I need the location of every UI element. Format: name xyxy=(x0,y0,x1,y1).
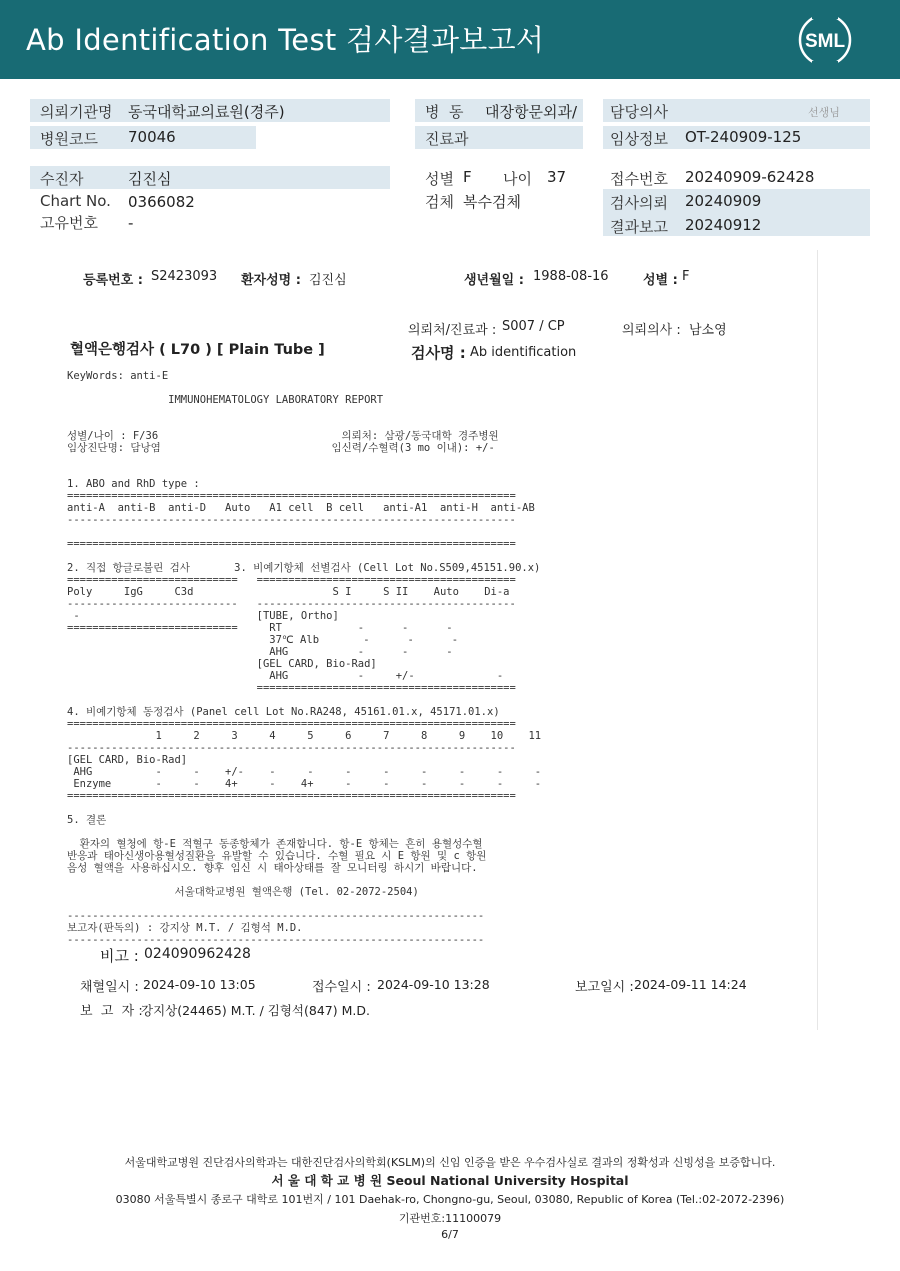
report-doctor-label: 의뢰의사 : xyxy=(622,323,681,338)
age-value: 37 xyxy=(547,168,567,186)
report-line: 2. 직접 항글로불린 검사 3. 비예기항체 선별검사 (Cell Lot No.S509,45151.90.x) xyxy=(67,562,541,574)
institution-no: 기관번호:11100079 xyxy=(398,1212,502,1225)
report-line xyxy=(67,694,541,706)
result-report-label: 결과보고 xyxy=(610,218,668,236)
report-label: 보고일시 : xyxy=(575,980,634,995)
report-line: Poly IgG C3d S I S II Auto Di-a xyxy=(67,586,510,598)
report-line: 임상진단명: 담낭염 임신력/수혈력(3 mo 이내): +/- xyxy=(67,442,495,454)
report-line: 37℃ Alb - - - xyxy=(67,634,459,646)
hospital-code-value: 70046 xyxy=(128,128,176,146)
report-line: AHG - - - xyxy=(67,646,453,658)
page-title: Ab Identification Test 검사결과보고서 xyxy=(26,23,545,57)
address: 03080 서울특별시 종로구 대학로 101번지 / 101 Daehak-ro, Chongno-gu, Seoul, 03080, Republic of Korea (Tel.:02-2072-2396) xyxy=(115,1193,785,1206)
report-doctor-value: 남소영 xyxy=(689,323,727,338)
report-line: 음성 혈액을 사용하십시오. 향후 임신 시 태아상태를 잘 모니터링 하시기 바랍니다. xyxy=(67,862,478,874)
report-line: 환자의 혈청에 항-E 적혈구 동종항체가 존재합니다. 항-E 항체는 흔히 용혈성수혈 xyxy=(67,838,483,850)
report-line: anti-A anti-B anti-D Auto A1 cell B cell anti-A1 anti-H anti-AB xyxy=(67,502,535,514)
test-request-label: 검사의뢰 xyxy=(610,194,668,212)
report-sex-label: 성별 : xyxy=(643,273,678,288)
ward-value: 대장항문외과/ xyxy=(485,103,577,121)
receipt-label: 접수일시 : xyxy=(312,980,371,995)
age-label: 나이 xyxy=(503,170,532,188)
report-line: 반응과 태아신생아용혈성질환을 유발할 수 있습니다. 수혈 필요 시 E 항원 및 c 항원 xyxy=(67,850,487,862)
clinical-value: OT-240909-125 xyxy=(685,128,802,146)
report-line xyxy=(67,826,541,838)
report-line xyxy=(67,466,541,478)
doctor-value: 선생님 xyxy=(808,106,840,119)
receipt-value: 2024-09-10 13:28 xyxy=(377,977,490,992)
report-line xyxy=(67,874,541,886)
dob-label: 생년월일 : xyxy=(464,273,524,288)
lab-report-text xyxy=(67,370,541,946)
report-line: 보고자(판독의) : 강지상 M.T. / 김형석 M.D. xyxy=(67,922,303,934)
unique-label: 고유번호 xyxy=(40,214,98,232)
test-name-value: Ab identification xyxy=(470,345,577,360)
page-number: 6/7 xyxy=(441,1228,459,1241)
reporter-value: 강지상(24465) M.T. / 김형석(847) M.D. xyxy=(141,1003,370,1018)
report-sex-value: F xyxy=(682,269,690,284)
reporter-label: 보 고 자 : xyxy=(80,1004,143,1019)
result-report-value: 20240912 xyxy=(685,216,762,234)
report-line: 1. ABO and RhD type : xyxy=(67,478,200,490)
institution-value: 동국대학교의료원(경주) xyxy=(128,103,285,121)
report-line: ------------------------------------------------------------------ xyxy=(67,934,485,946)
patient-value: 김진심 xyxy=(128,170,172,188)
receipt-no-label: 접수번호 xyxy=(610,170,668,188)
report-line xyxy=(67,550,541,562)
doctor-label: 담당의사 xyxy=(610,103,668,121)
report-line: AHG - +/- - xyxy=(67,670,504,682)
sex-value: F xyxy=(463,168,472,186)
report-line: AHG - - +/- - - - - - - - - xyxy=(67,766,542,778)
remarks-value: 024090962428 xyxy=(144,946,251,962)
reg-value: S2423093 xyxy=(151,269,218,284)
dob-value: 1988-08-16 xyxy=(533,269,609,284)
name-label: 환자성명 : xyxy=(241,273,301,288)
report-line: ======================================================================= xyxy=(67,718,516,730)
report-line xyxy=(67,454,541,466)
chart-label: Chart No. xyxy=(40,192,111,210)
hospital-code-label: 병원코드 xyxy=(40,130,98,148)
report-line xyxy=(67,382,541,394)
chart-value: 0366082 xyxy=(128,193,195,211)
logo-text: SML xyxy=(804,31,846,52)
collect-value: 2024-09-10 13:05 xyxy=(143,977,256,992)
report-line: ------------------------------------------------------------------ xyxy=(67,910,485,922)
patient-row-bg xyxy=(30,166,390,189)
unique-value: - xyxy=(128,214,134,232)
report-line: [GEL CARD, Bio-Rad] xyxy=(67,754,188,766)
report-line xyxy=(67,526,541,538)
report-line xyxy=(67,802,541,814)
header-bar xyxy=(0,0,900,79)
remarks-label: 비고 : xyxy=(100,947,139,965)
report-dept-value: S007 / CP xyxy=(502,319,565,334)
report-line: =========================== ========================================= xyxy=(67,574,516,586)
test-name-label: 검사명 : xyxy=(411,344,466,362)
dept-label: 진료과 xyxy=(425,130,469,148)
report-line: =========================== RT - - - xyxy=(67,622,453,634)
report-line xyxy=(67,418,541,430)
hospital-name: 서 울 대 학 교 병 원 Seoul National University Hospital xyxy=(271,1173,629,1188)
sml-logo xyxy=(798,13,852,67)
report-line: ======================================================================= xyxy=(67,490,516,502)
name-value: 김진심 xyxy=(309,273,347,288)
report-line: ----------------------------------------------------------------------- xyxy=(67,514,516,526)
report-line: Enzyme - - 4+ - 4+ - - - - - - xyxy=(67,778,542,790)
clinical-label: 임상정보 xyxy=(610,130,668,148)
report-line: 1 2 3 4 5 6 7 8 9 10 11 xyxy=(67,730,542,742)
patient-label: 수진자 xyxy=(40,170,84,188)
report-line: IMMUNOHEMATOLOGY LABORATORY REPORT xyxy=(67,394,384,406)
report-line: ========================================= xyxy=(67,682,516,694)
report-line: --------------------------- ----------------------------------------- xyxy=(67,598,516,610)
report-dept-label: 의뢰처/진료과 : xyxy=(408,323,497,338)
report-line: [GEL CARD, Bio-Rad] xyxy=(67,658,377,670)
sex-label: 성별 xyxy=(425,170,454,188)
report-line xyxy=(67,898,541,910)
report-line: - [TUBE, Ortho] xyxy=(67,610,339,622)
report-line: ======================================================================= xyxy=(67,538,516,550)
ward-label: 병 동 xyxy=(425,103,464,121)
report-line xyxy=(67,406,541,418)
reg-label: 등록번호 : xyxy=(83,273,143,288)
cert-text: 서울대학교병원 진단검사의학과는 대한진단검사의학회(KSLM)의 신임 인증을 받은 우수검사실로 결과의 정확성과 신빙성을 보증합니다. xyxy=(124,1156,776,1169)
test-request-value: 20240909 xyxy=(685,192,762,210)
section-title: 혈액은행검사 ( L70 ) [ Plain Tube ] xyxy=(70,342,325,358)
specimen-label: 검체 xyxy=(425,193,454,211)
report-edge-line xyxy=(817,250,818,1030)
report-line: KeyWords: anti-E xyxy=(67,370,169,382)
collect-label: 채혈일시 : xyxy=(80,980,139,995)
receipt-no-value: 20240909-62428 xyxy=(685,168,815,186)
report-line: ======================================================================= xyxy=(67,790,516,802)
report-line: ----------------------------------------------------------------------- xyxy=(67,742,516,754)
report-line: 5. 결론 xyxy=(67,814,107,826)
specimen-value: 복수검체 xyxy=(463,193,521,211)
institution-label: 의뢰기관명 xyxy=(40,103,113,121)
report-value: 2024-09-11 14:24 xyxy=(634,977,747,992)
report-line: 성별/나이 : F/36 의뢰처: 삼광/동국대학 경주병원 xyxy=(67,430,499,442)
report-line: 서울대학교병원 혈액은행 (Tel. 02-2072-2504) xyxy=(67,886,419,898)
report-line: 4. 비예기항체 동정검사 (Panel cell Lot No.RA248, 45161.01.x, 45171.01.x) xyxy=(67,706,500,718)
